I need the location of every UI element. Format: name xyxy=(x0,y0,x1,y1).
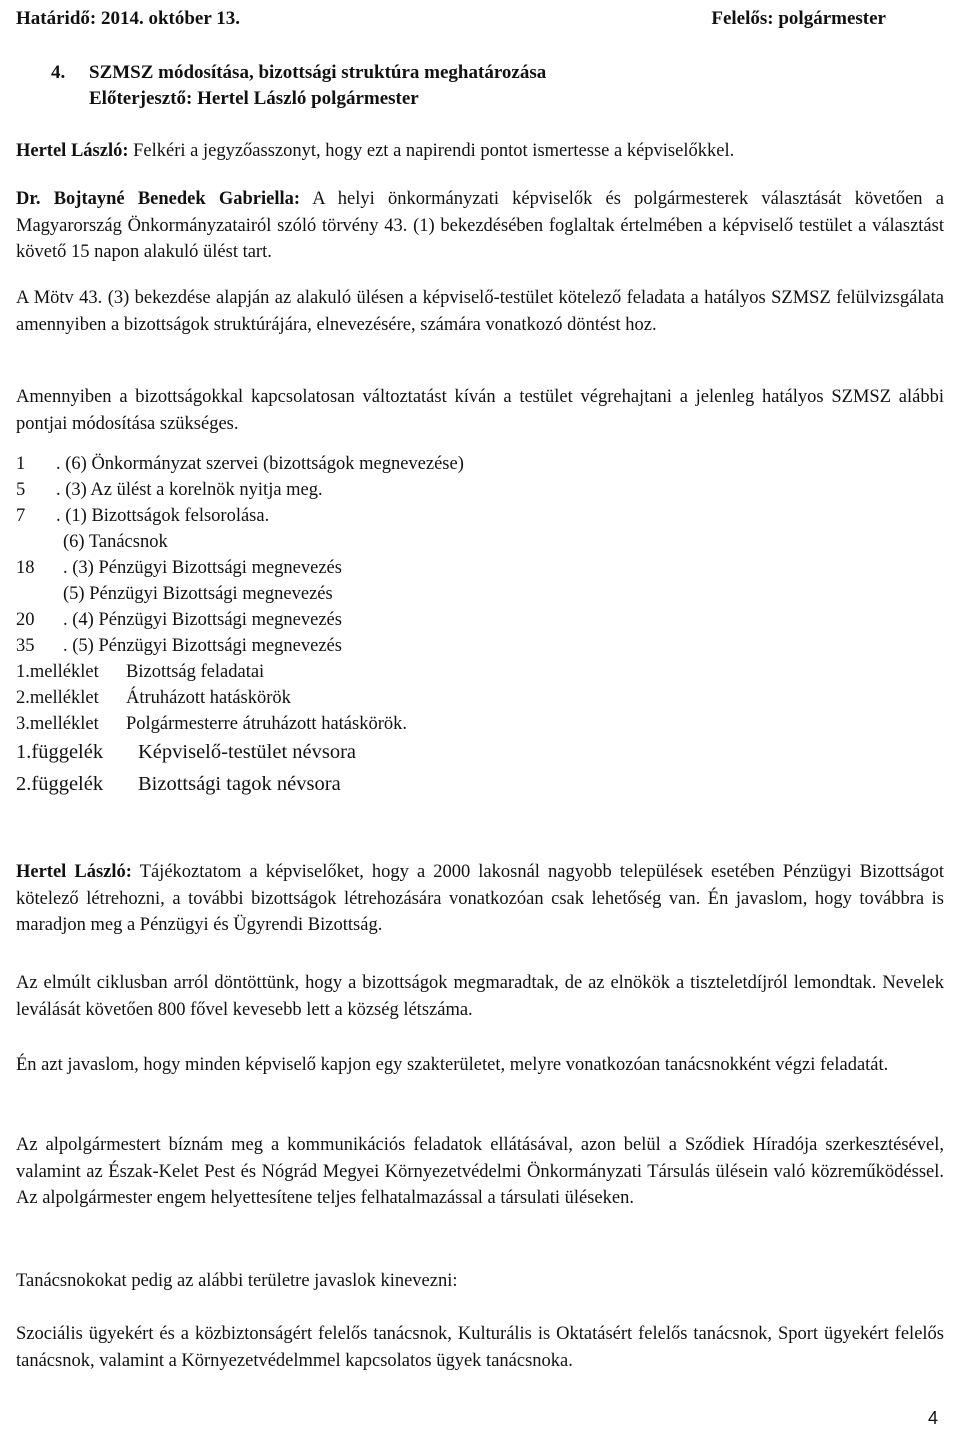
paragraph-text: A helyi önkormányzati képviselők és polgármesterek választását követően a Magyarország Önkormányzatairól szóló törvény 43. (1) bekezdésében foglaltak értelmében a képviselő testület a választást követő 15 napon alakuló ülést tart. xyxy=(16,189,944,262)
list-item: 20 . (4) Pénzügyi Bizottsági megnevezés xyxy=(16,610,342,630)
speaker-name: Dr. Bojtayné Benedek Gabriella: xyxy=(16,189,301,209)
paragraph-6: Az elmúlt ciklusban arról döntöttünk, hogy a bizottságok megmaradtak, de az elnökök a tiszteletdíjról lemondtak. Nevelek leválását követően 800 fővel kevesebb lett a község létszáma. xyxy=(16,973,944,1020)
agenda-presenter: Előterjesztő: Hertel László polgármester xyxy=(89,88,419,109)
deadline-text: Határidő: 2014. október 13. xyxy=(16,8,240,29)
paragraph-8: Az alpolgármestert bíznám meg a kommunikációs feladatok ellátásával, azon belül a Sződiek Híradója szerkesztésével, valamint az Észak-Kelet Pest és Nógrád Megyei Környezetvédelmi Önkormányzati Társulás ülésein való közreműködéssel. Az alpolgármester engem helyettesítene teljes felhatalmazással a társulati üléseken. xyxy=(16,1135,944,1208)
agenda-title: SZMSZ módosítása, bizottsági struktúra meghatározása xyxy=(89,62,547,83)
list-item: 2.függelék Bizottsági tagok névsora xyxy=(16,773,341,795)
speaker-name: Hertel László: xyxy=(16,862,132,882)
list-item: 3.melléklet Polgármesterre átruházott hatáskörök. xyxy=(16,714,407,734)
list-item: (5) Pénzügyi Bizottsági megnevezés xyxy=(63,584,333,604)
list-item: (6) Tanácsnok xyxy=(63,532,168,552)
list-item: 1.melléklet Bizottság feladatai xyxy=(16,662,265,682)
paragraph-7: Én azt javaslom, hogy minden képviselő kapjon egy szakterületet, melyre vonatkozóan tanácsnokként végzi feladatát. xyxy=(16,1055,889,1075)
list-item: 18 . (3) Pénzügyi Bizottsági megnevezés xyxy=(16,558,342,578)
paragraph-10: Szociális ügyekért és a közbiztonságért felelős tanácsnok, Kulturális is Oktatásért felelős tanácsnok, Sport ügyekért felelős tanácsnok, valamint a Környezetvédelmmel kapcsolatos ügyek tanácsnoka. xyxy=(16,1324,944,1371)
list-item: 7 . (1) Bizottságok felsorolása. xyxy=(16,506,270,526)
agenda-number: 4. xyxy=(51,62,66,83)
paragraph-3: A Mötv 43. (3) bekezdése alapján az alakuló ülésen a képviselő-testület kötelező feladata a hatályos SZMSZ felülvizsgálata amennyiben a bizottságok struktúrájára, elnevezésére, számára vonatkozó döntést hoz. xyxy=(16,288,944,335)
list-item: 5 . (3) Az ülést a korelnök nyitja meg. xyxy=(16,480,323,500)
speaker-name: Hertel László: xyxy=(16,141,129,161)
paragraph-2 xyxy=(16,186,944,266)
list-item: 1 . (6) Önkormányzat szervei (bizottságok megnevezése) xyxy=(16,454,464,474)
page-header xyxy=(16,8,886,30)
page-number: 4 xyxy=(927,1408,938,1428)
list-item: 2.melléklet Átruházott hatáskörök xyxy=(16,688,291,708)
list-item: 35 . (5) Pénzügyi Bizottsági megnevezés xyxy=(16,636,342,656)
paragraph-text: Felkéri a jegyzőasszonyt, hogy ezt a napirendi pontot ismertesse a képviselőkkel. xyxy=(128,141,735,161)
paragraph-9: Tanácsnokokat pedig az alábbi területre javaslok kinevezni: xyxy=(16,1271,458,1291)
responsible-text: Felelős: polgármester xyxy=(711,8,886,29)
list-item: 1.függelék Képviselő-testület névsora xyxy=(16,741,357,763)
paragraph-5 xyxy=(16,859,944,939)
paragraph-text: Tájékoztatom a képviselőket, hogy a 2000 lakosnál nagyobb települések esetében Pénzügyi Bizottságot kötelező létrehozni, a további bizottságok létrehozására vonatkozóan csak lehetőség van. Én javaslom, hogy továbbra is maradjon meg a Pénzügyi és Ügyrendi Bizottság. xyxy=(16,862,944,935)
paragraph-1 xyxy=(16,138,944,165)
paragraph-4: Amennyiben a bizottságokkal kapcsolatosan változtatást kíván a testület végrehajtani a jelenleg hatályos SZMSZ alábbi pontjai módosítása szükséges. xyxy=(16,387,944,434)
